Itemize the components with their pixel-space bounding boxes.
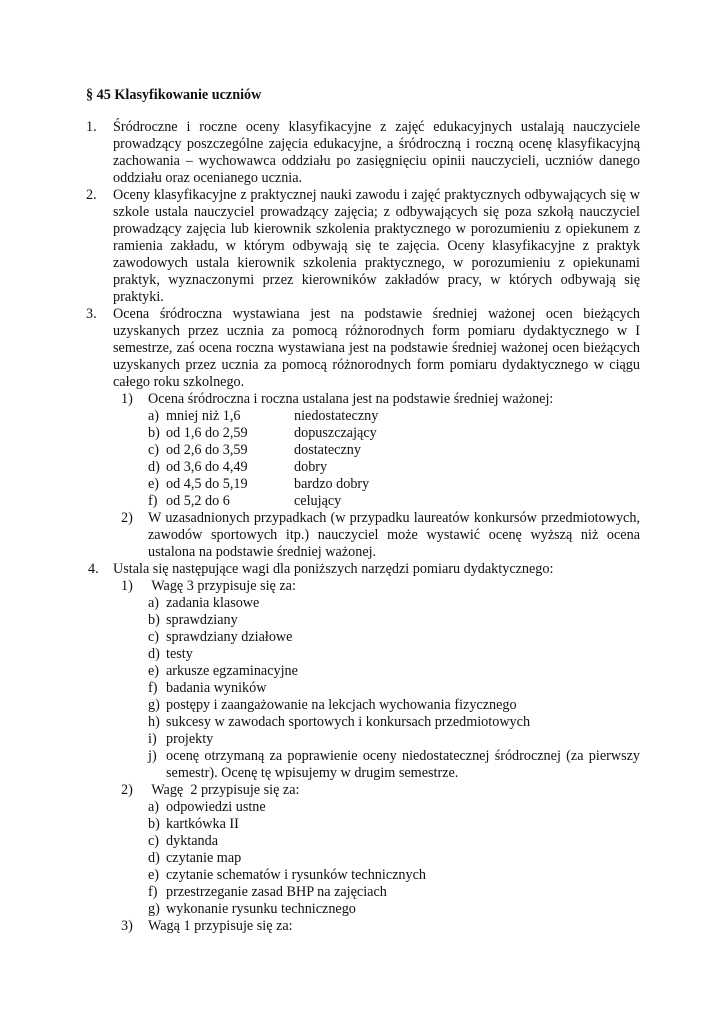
row-letter: b) xyxy=(148,425,160,441)
list-item-text: czytanie schematów i rysunków technicznych xyxy=(166,867,427,883)
item-number: 3. xyxy=(86,306,97,322)
row-letter: a) xyxy=(148,595,160,611)
row-letter: c) xyxy=(148,442,160,458)
sub-item-text: Wagą 1 przypisuje się za: xyxy=(148,918,293,934)
list-item-text: przestrzeganie zasad BHP na zajęciach xyxy=(166,884,387,900)
row-letter: i) xyxy=(148,731,157,747)
list-item-text: dyktanda xyxy=(166,833,219,849)
sub-item-4-1 xyxy=(121,578,640,782)
row-letter: d) xyxy=(148,459,160,475)
sub-item-3-1 xyxy=(121,391,640,510)
row-letter: c) xyxy=(148,833,160,849)
list-item-text: sprawdziany działowe xyxy=(166,629,293,645)
grade-name: celujący xyxy=(294,493,342,509)
list-item-text: sukcesy w zawodach sportowych i konkursach przedmiotowych xyxy=(166,714,531,730)
list-item xyxy=(148,629,640,646)
row-letter: j) xyxy=(148,748,157,764)
list-item-1 xyxy=(86,119,640,187)
grade-name: dostateczny xyxy=(294,442,361,458)
row-letter: e) xyxy=(148,663,160,679)
scale-row xyxy=(148,408,640,425)
list-item-text: projekty xyxy=(166,731,214,747)
list-item xyxy=(148,646,640,663)
row-letter: g) xyxy=(148,901,160,917)
list-item xyxy=(148,714,640,731)
list-item xyxy=(148,697,640,714)
grade-name: bardzo dobry xyxy=(294,476,370,492)
list-item-text: badania wyników xyxy=(166,680,267,696)
scale-row xyxy=(148,442,640,459)
item-number: 1. xyxy=(86,119,97,135)
row-letter: b) xyxy=(148,612,160,628)
list-item xyxy=(148,833,640,850)
row-letter: e) xyxy=(148,476,160,492)
grade-scale xyxy=(148,408,640,510)
scale-row xyxy=(148,425,640,442)
list-item xyxy=(148,884,640,901)
item-number: 4. xyxy=(88,561,99,577)
list-item-3 xyxy=(86,306,640,561)
weight-2-list xyxy=(148,799,640,918)
row-letter: e) xyxy=(148,867,160,883)
average-range: od 3,6 do 4,49 xyxy=(166,459,248,475)
grade-name: niedostateczny xyxy=(294,408,379,424)
row-letter: b) xyxy=(148,816,160,832)
item-number: 2. xyxy=(86,187,97,203)
row-letter: h) xyxy=(148,714,160,730)
list-item-text: kartkówka II xyxy=(166,816,239,832)
row-letter: g) xyxy=(148,697,160,713)
list-item-text: arkusze egzaminacyjne xyxy=(166,663,298,679)
scale-row xyxy=(148,476,640,493)
list-item xyxy=(148,799,640,816)
scale-row xyxy=(148,459,640,476)
list-item xyxy=(148,595,640,612)
average-range: od 1,6 do 2,59 xyxy=(166,425,248,441)
average-range: od 2,6 do 3,59 xyxy=(166,442,248,458)
grade-name: dobry xyxy=(294,459,328,475)
main-list xyxy=(86,119,640,935)
sub-item-text: Wagę 3 przypisuje się za: xyxy=(148,578,296,594)
row-letter: a) xyxy=(148,799,160,815)
sub-item-4-2 xyxy=(121,782,640,918)
average-range: od 5,2 do 6 xyxy=(166,493,230,509)
sub-item-4-3 xyxy=(121,918,640,935)
list-item-text: sprawdziany xyxy=(166,612,238,628)
row-letter: f) xyxy=(148,884,158,900)
sub-item-text: Wagę 2 przypisuje się za: xyxy=(148,782,300,798)
list-item xyxy=(148,663,640,680)
list-item xyxy=(148,680,640,697)
sub-item-3-2 xyxy=(121,510,640,561)
list-item-text: zadania klasowe xyxy=(166,595,260,611)
list-item xyxy=(148,748,640,782)
item-text: Ustala się następujące wagi dla poniższych narzędzi pomiaru dydaktycznego: xyxy=(113,561,554,577)
row-letter: a) xyxy=(148,408,160,424)
list-item-text: odpowiedzi ustne xyxy=(166,799,266,815)
sub-item-number: 2) xyxy=(121,510,133,526)
row-letter: c) xyxy=(148,629,160,645)
list-item xyxy=(148,731,640,748)
sub-item-text: Ocena śródroczna i roczna ustalana jest na podstawie średniej ważonej: xyxy=(148,391,554,407)
sub-item-number: 1) xyxy=(121,391,133,407)
row-letter: d) xyxy=(148,850,160,866)
list-item-text: czytanie map xyxy=(166,850,242,866)
list-item-4 xyxy=(86,561,640,935)
list-item xyxy=(148,867,640,884)
list-item xyxy=(148,901,640,918)
section-heading: § 45 Klasyfikowanie uczniów xyxy=(86,87,262,103)
scale-row xyxy=(148,493,640,510)
average-range: mniej niż 1,6 xyxy=(166,408,241,424)
list-item-2 xyxy=(86,187,640,306)
row-letter: f) xyxy=(148,493,158,509)
average-range: od 4,5 do 5,19 xyxy=(166,476,248,492)
list-item xyxy=(148,850,640,867)
list-item-text: testy xyxy=(166,646,193,662)
sub-item-number: 3) xyxy=(121,918,133,934)
list-item xyxy=(148,816,640,833)
item-text: Śródroczne i roczne oceny klasyfikacyjne z zajęć edukacyjnych ustalają nauczyciele prowadzący poszczególne zajęcia edukacyjne, a śródroczną i roczną ocenę klasyfikacyjną zachowania – wychowawca oddziału po zasięgnięciu opinii nauczycieli, uczniów danego oddziału oraz ocenianego ucznia. xyxy=(113,119,640,186)
list-item-text: postępy i zaangażowanie na lekcjach wychowania fizycznego xyxy=(166,697,517,713)
sub-item-number: 1) xyxy=(121,578,133,594)
item-text: Oceny klasyfikacyjne z praktycznej nauki zawodu i zajęć praktycznych odbywających się w szkole ustala nauczyciel prowadzący zajęcia; z odbywających się poza szkołą nauczyciel prowadzący zajęcia lub kierownik szkolenia praktycznego w porozumieniu z opiekunem z ramienia zakładu, w którym odbywają się te zajęcia. Oceny klasyfikacyjne z praktyk zawodowych ustala kierownik szkolenia praktycznego, w porozumieniu z opiekunami praktyk, wyznaczonymi przez kierowników zakładów pracy, w których odbywają się praktyki. xyxy=(113,187,640,305)
sub-item-number: 2) xyxy=(121,782,133,798)
row-letter: d) xyxy=(148,646,160,662)
grade-name: dopuszczający xyxy=(294,425,377,441)
list-item-text: wykonanie rysunku technicznego xyxy=(166,901,356,917)
item-text: Ocena śródroczna wystawiana jest na podstawie średniej ważonej ocen bieżących uzyskanych przez ucznia za pomocą różnorodnych form pomiaru dydaktycznego w I semestrze, zaś ocena roczna wystawiana jest na podstawie średniej ważonej ocen bieżących uzyskanych przez ucznia za pomocą różnorodnych form pomiaru dydaktycznego w ciągu całego roku szkolnego. xyxy=(113,306,640,390)
list-item xyxy=(148,612,640,629)
sub-item-text: W uzasadnionych przypadkach (w przypadku laureatów konkursów przedmiotowych, zawodów sportowych itp.) nauczyciel może wystawić ocenę wyższą niż ocena ustalona na podstawie średniej ważonej. xyxy=(148,510,640,560)
list-item-text: ocenę otrzymaną za poprawienie oceny niedostatecznej śródrocznej (za pierwszy semestr). Ocenę tę wpisujemy w drugim semestrze. xyxy=(166,748,640,781)
weight-3-list xyxy=(148,595,640,782)
row-letter: f) xyxy=(148,680,158,696)
